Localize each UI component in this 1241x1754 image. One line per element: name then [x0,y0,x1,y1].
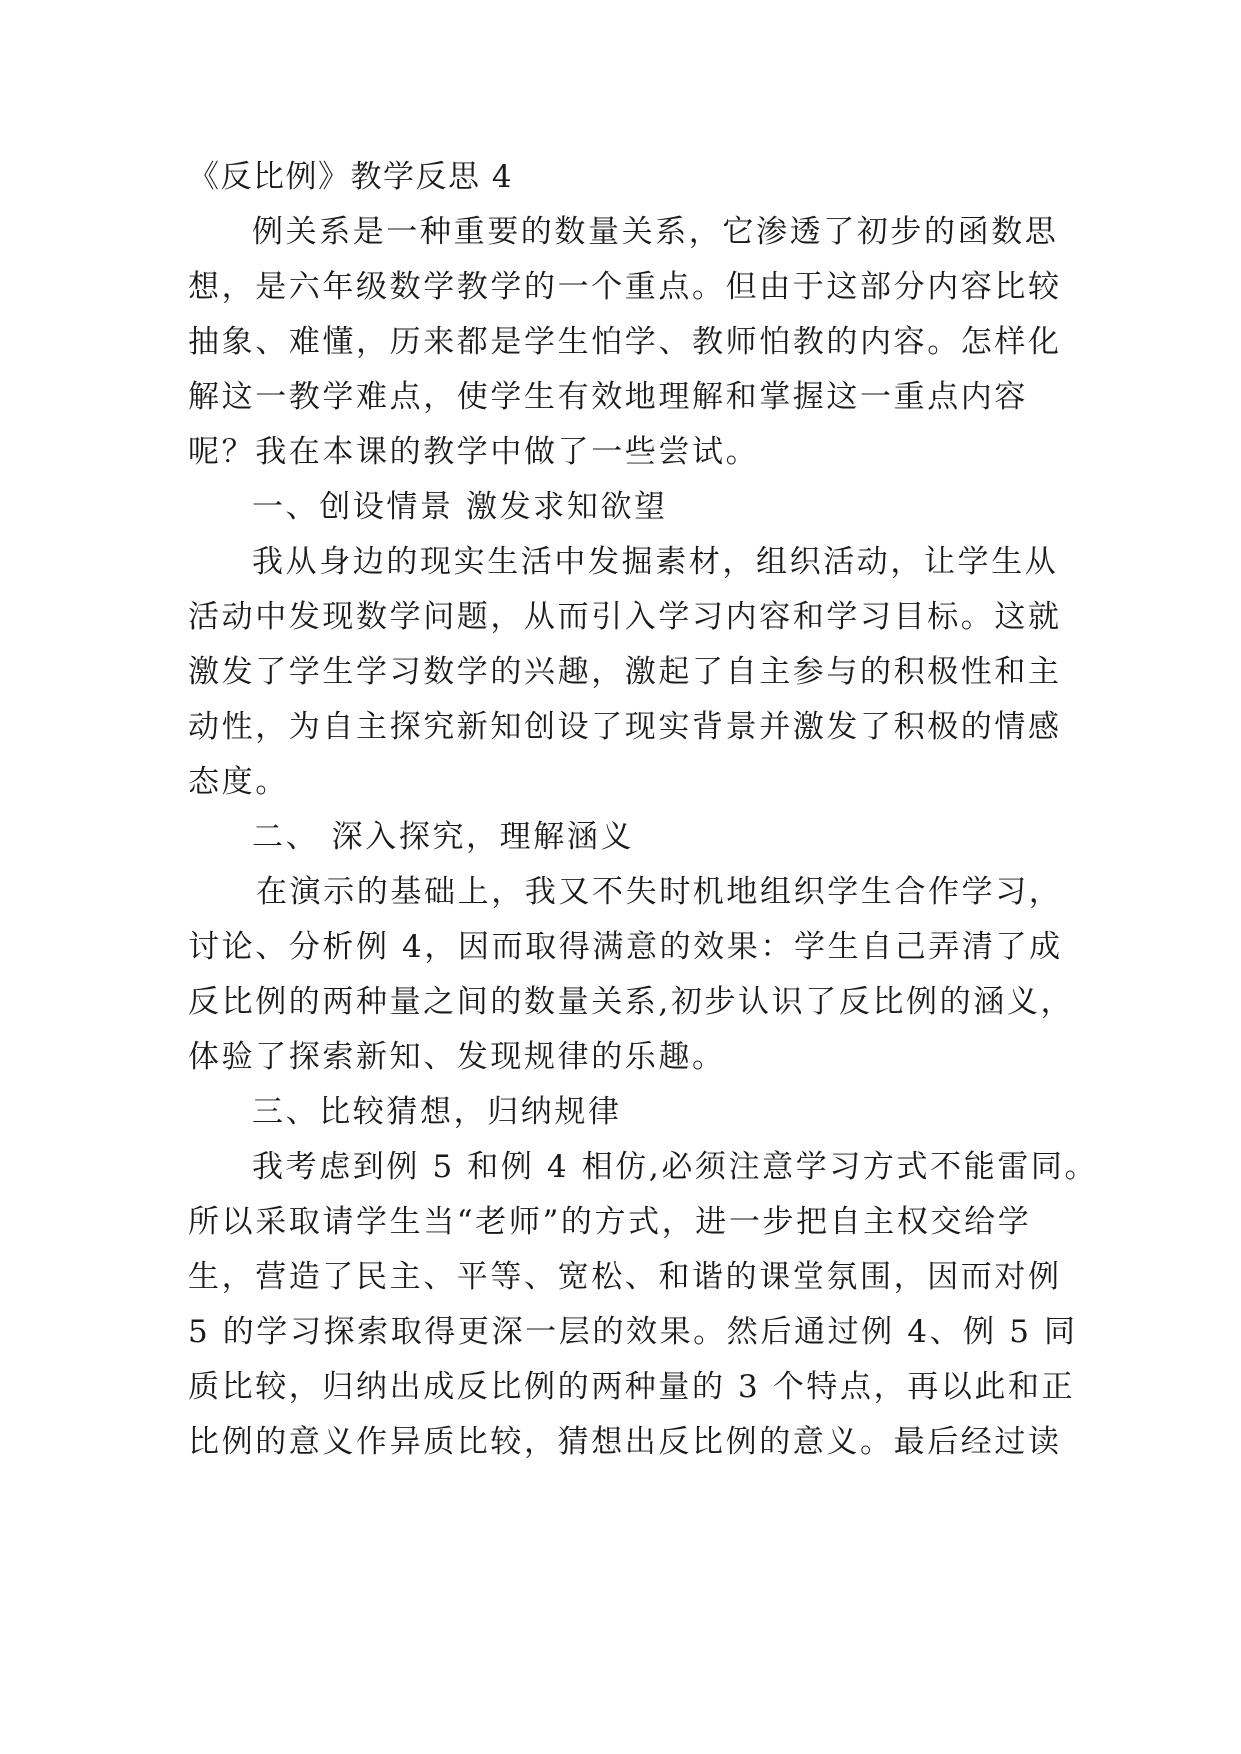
paragraph-line: 所以采取请学生当“老师”的方式，进一步把自主权交给学 [188,1204,1032,1240]
paragraph-line: 态度。 [188,764,289,800]
paragraph-line: 反比例的两种量之间的数量关系,初步认识了反比例的涵义， [188,984,1075,1020]
paragraph-line: 激发了学生学习数学的兴趣，激起了自主参与的积极性和主 [188,654,1062,690]
paragraph-line: 活动中发现数学问题，从而引入学习内容和学习目标。这就 [188,599,1062,635]
paragraph-line: 生，营造了民主、平等、宽松、和谐的课堂氛围，因而对例 [188,1259,1062,1295]
section-heading: 三、比较猜想，归纳规律 [252,1094,622,1130]
section-heading: 二、 深入探究，理解涵义 [252,819,635,855]
paragraph-line: 讨论、分析例 4，因而取得满意的效果：学生自己弄清了成 [188,929,1063,965]
paragraph-line: 比例的意义作异质比较，猜想出反比例的意义。最后经过读 [188,1424,1062,1460]
paragraph-line: 体验了探索新知、发现规律的乐趣。 [188,1039,726,1075]
paragraph-line: 我考虑到例 5 和例 4 相仿,必须注意学习方式不能雷同。 [252,1149,1099,1185]
paragraph-line: 5 的学习探索取得更深一层的效果。然后通过例 4、例 5 同 [188,1314,1078,1350]
paragraph-line: 在演示的基础上，我又不失时机地组织学生合作学习， [256,874,1063,910]
document-body [188,150,1099,1470]
paragraph-line: 解这一教学难点，使学生有效地理解和掌握这一重点内容 [188,379,1028,415]
paragraph-line: 例关系是一种重要的数量关系，它渗透了初步的函数思 [252,214,1059,250]
paragraph-line: 动性，为自主探究新知创设了现实背景并激发了积极的情感 [188,709,1062,745]
section-heading: 一、创设情景 激发求知欲望 [252,489,668,525]
paragraph-line: 呢？我在本课的教学中做了一些尝试。 [188,434,760,470]
paragraph-line: 质比较，归纳出成反比例的两种量的 3 个特点，再以此和正 [188,1369,1076,1405]
document-title: 《反比例》教学反思 4 [188,159,514,195]
paragraph-line: 我从身边的现实生活中发掘素材，组织活动，让学生从 [252,544,1059,580]
paragraph-line: 想，是六年级数学教学的一个重点。但由于这部分内容比较 [188,269,1062,305]
paragraph-line: 抽象、难懂，历来都是学生怕学、教师怕教的内容。怎样化 [188,324,1062,360]
